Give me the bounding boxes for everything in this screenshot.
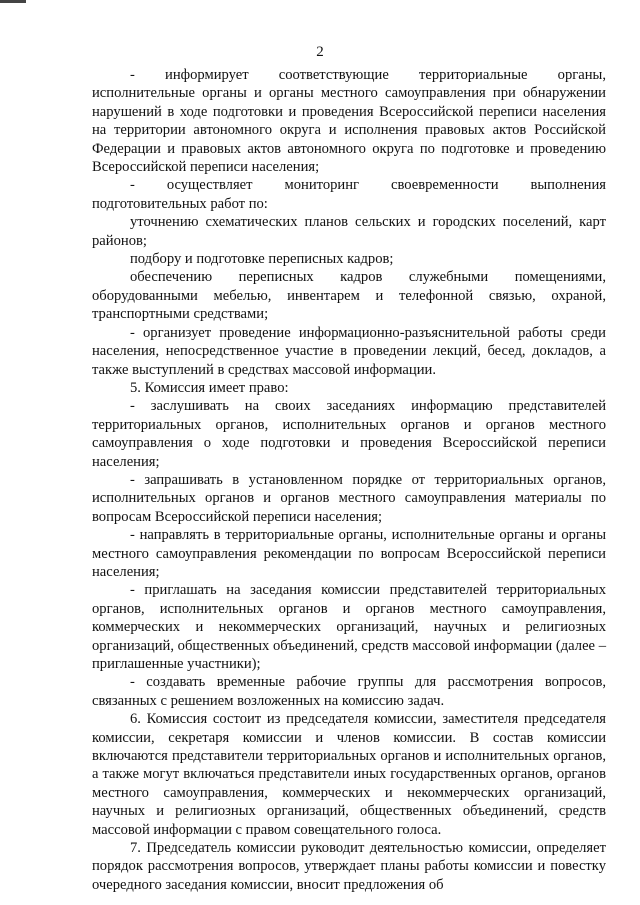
paragraph-inform-violations: - информирует соответствующие территориальные органы, исполнительные органы и органы местного самоуправления при обнаружении нарушений в ходе подготовки и проведения Всероссийской переписи населения на территории автономного округа и исполнения правовых актов Российской Федерации и правовых актов автономного округа по подготовке и проведению Всероссийской переписи населения; [92, 67, 606, 176]
document-body [92, 66, 606, 894]
paragraph-monitoring: - осуществляет мониторинг своевременности выполнения подготовительных работ по: [92, 177, 606, 212]
paragraph-send-recommendations: - направлять в территориальные органы, исполнительные органы и органы местного самоуправления рекомендации по вопросам Всероссийской переписи населения; [92, 527, 606, 580]
paragraph-maps: уточнению схематических планов сельских и городских поселений, карт районов; [92, 214, 606, 249]
paragraph-section-6-composition: 6. Комиссия состоит из председателя комиссии, заместителя председателя комиссии, секретаря комиссии и членов комиссии. В состав комиссии включаются представители территориальных органов и исполнительных органов, а также могут включаться представители иных государственных органов, органов местного самоуправления, коммерческих и некоммерческих организаций, научных и религиозных организаций, общественных объединений, средств массовой информации с правом совещательного голоса. [92, 711, 606, 838]
paragraph-hear-reports: - заслушивать на своих заседаниях информацию представителей территориальных органов, исполнительных органов и органов местного самоуправления о ходе подготовки и проведения Всероссийской переписи населения; [92, 398, 606, 470]
paragraph-working-groups: - создавать временные рабочие группы для рассмотрения вопросов, связанных с решением возложенных на комиссию задач. [92, 674, 606, 709]
page-number: 2 [316, 44, 324, 60]
scan-corner-mark [0, 0, 26, 3]
paragraph-staff-selection: подбору и подготовке переписных кадров; [130, 251, 394, 268]
paragraph-request-materials: - запрашивать в установленном порядке от территориальных органов, исполнительных органов и органов местного самоуправления материалы по вопросам Всероссийской переписи населения; [92, 471, 606, 525]
paragraph-section-7-chairman: 7. Председатель комиссии руководит деятельностью комиссии, определяет порядок рассмотрения вопросов, утверждает планы работы комиссии и повестку очередного заседания комиссии, вносит предложения об [92, 840, 606, 893]
paragraph-outreach: - организует проведение информационно-разъяснительной работы среди населения, непосредственное участие в проведении лекций, бесед, докладов, а также выступлений в средствах массовой информации. [92, 324, 606, 378]
paragraph-section-5-heading: 5. Комиссия имеет право: [130, 379, 289, 396]
paragraph-premises: обеспечению переписных кадров служебными помещениями, оборудованными мебелью, инвентарем и телефонной связью, охраной, транспортными средствами; [92, 269, 606, 323]
paragraph-invite-participants: - приглашать на заседания комиссии представителей территориальных органов, исполнительных органов и органов местного самоуправления, коммерческих и некоммерческих организаций, научных и религиозных организаций, общественных объединений, средств массовой информации (далее – приглашенные участники); [92, 582, 606, 672]
